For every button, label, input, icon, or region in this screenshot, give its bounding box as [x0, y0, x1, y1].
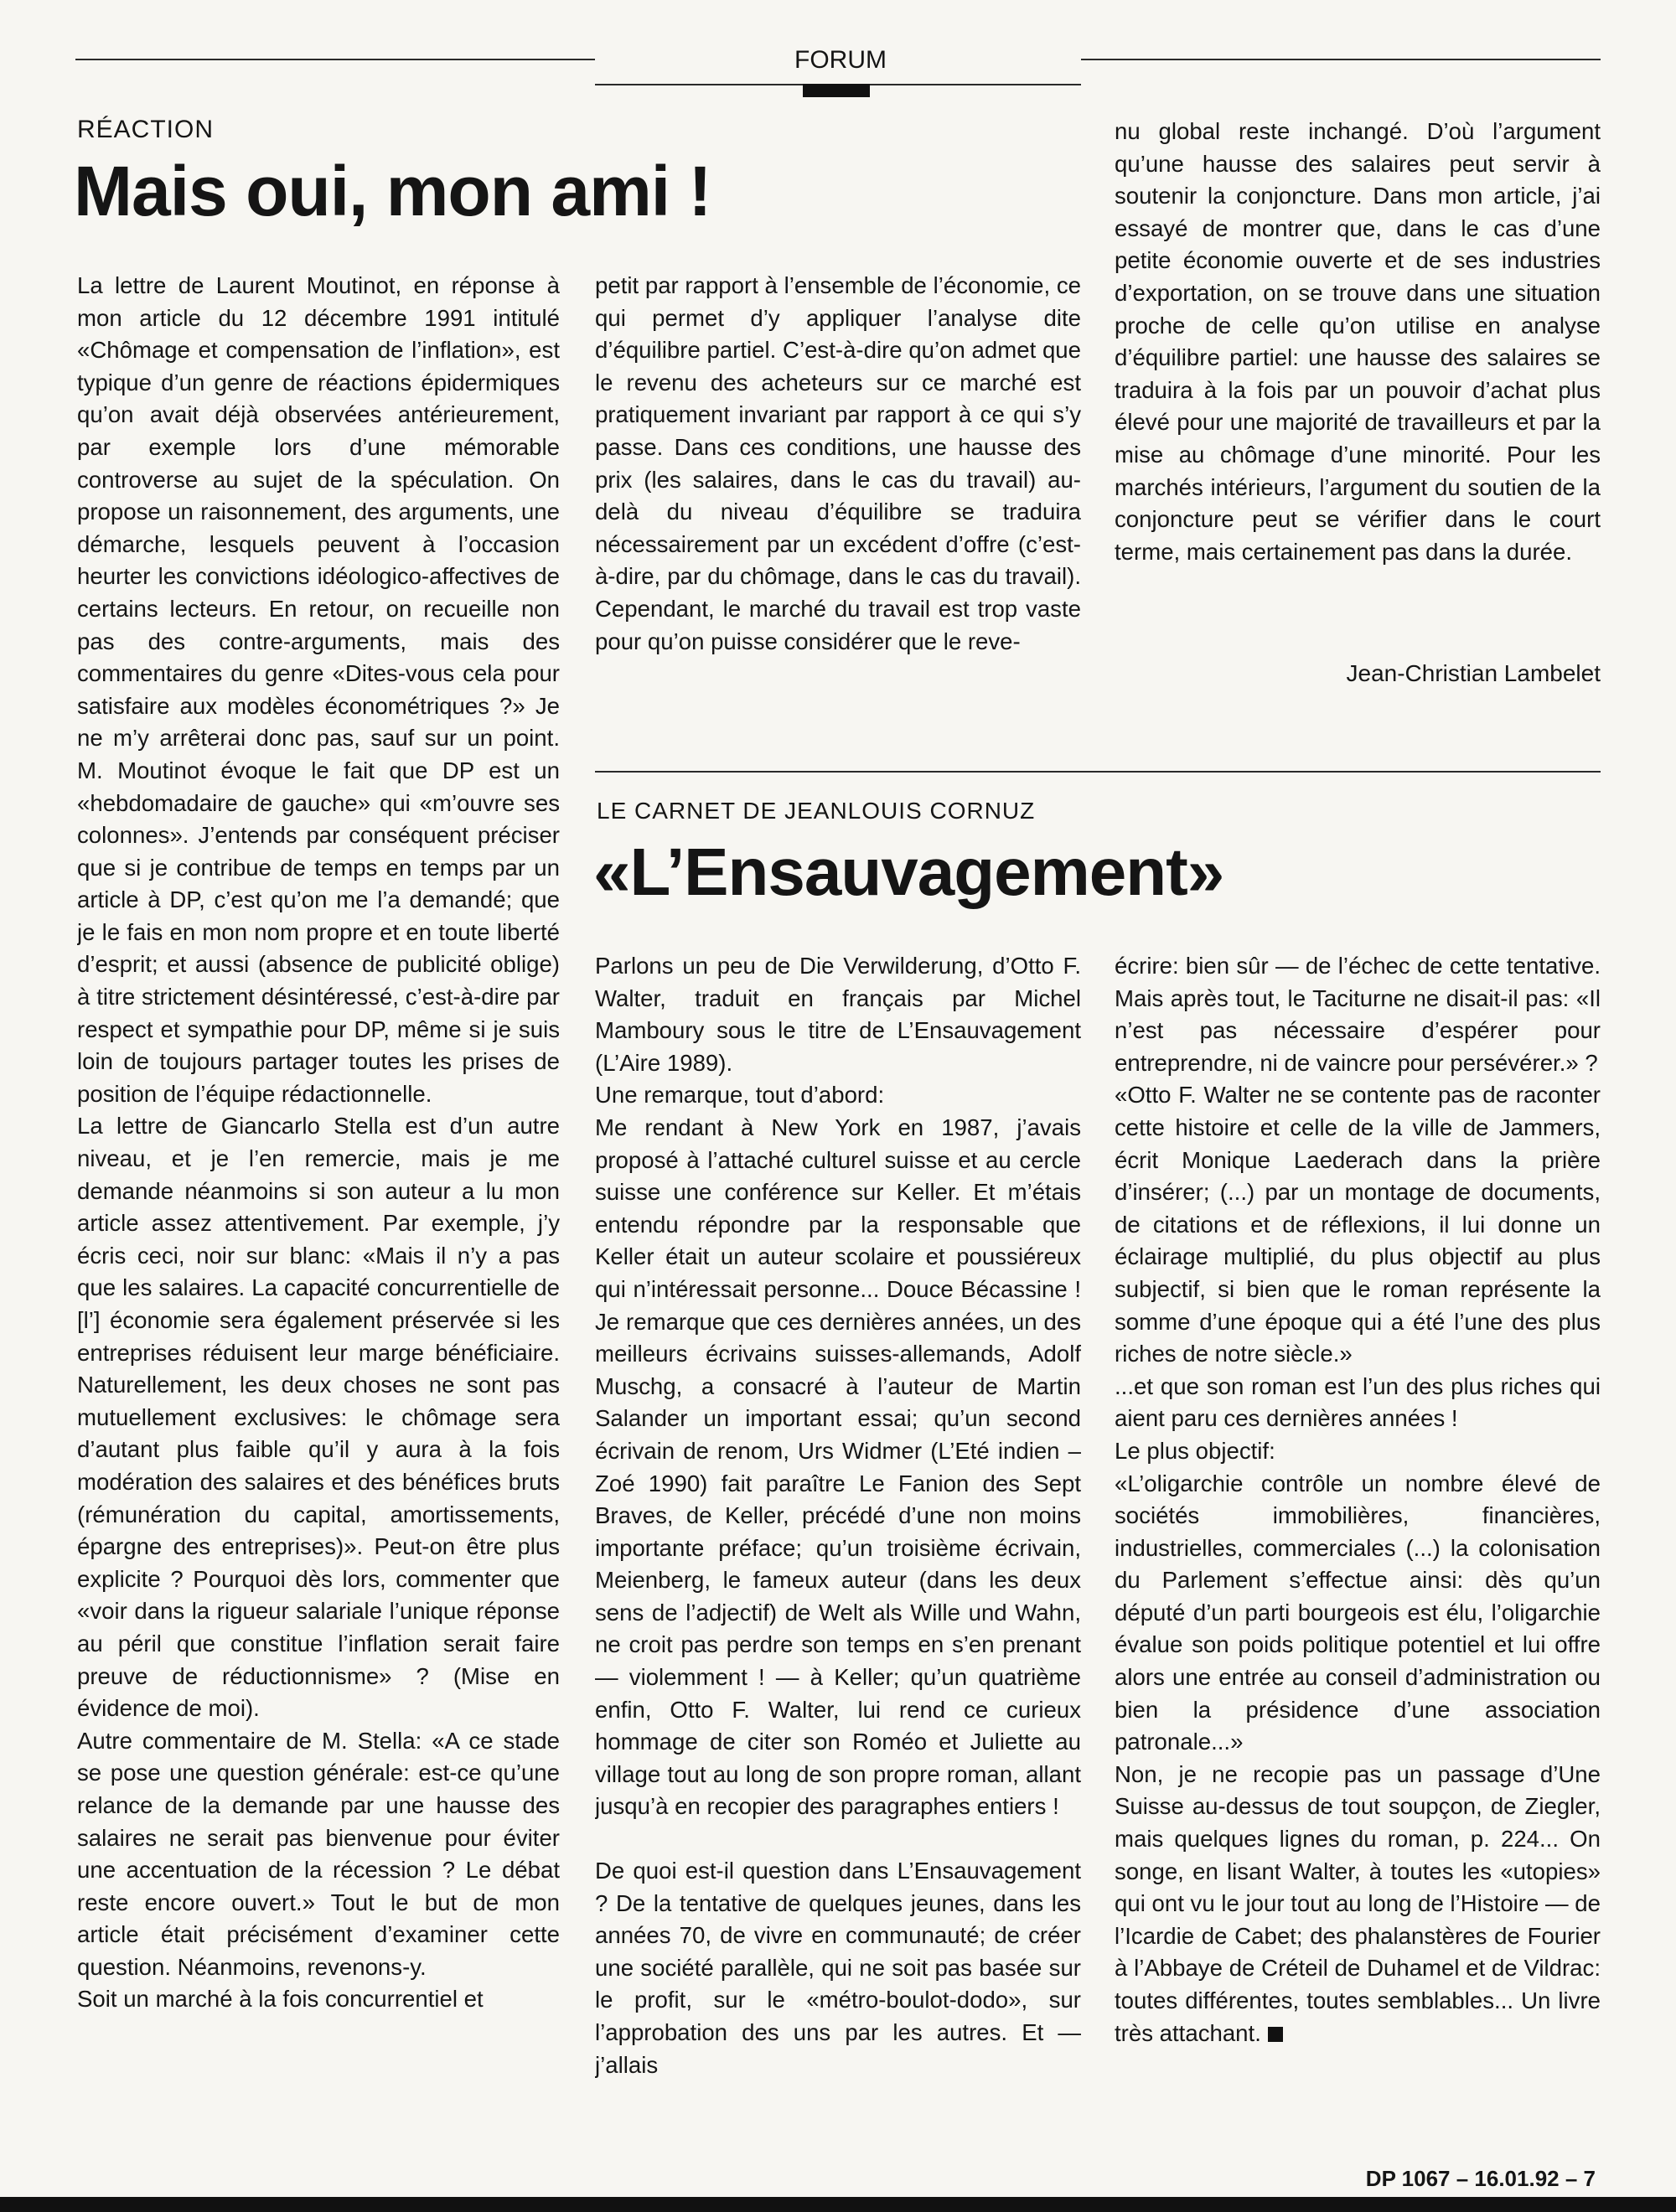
- article2-paragraph: Non, je ne recopie pas un passage d’Une Suisse au-dessus de tout soupçon, de Ziegler, mais quelques lignes du roman, p. 224... On songe, en lisant Walter, à toutes les «utopies» qui ont vu le jour tout au long de l’Histoire — de l’Icardie de Cabet; des phalanstères de Fourier à l’Abbaye de Créteil de Duhamel et de Vildrac: toutes différentes, toutes semblables... Un livre très attachant.: [1115, 1760, 1601, 2046]
- article1-paragraph: La lettre de Giancarlo Stella est d’un autre niveau, et je l’en remercie, mais je me demande néanmoins si son auteur a lu mon article assez attentivement. Par exemple, j’y écris ceci, noir sur blanc: «Mais il n’y a pas que les salaires. La capacité concurrentielle de [l’] économie sera également préservée si les entreprises réduisent leur marge bénéficiaire. Naturellement, les deux choses ne sont pas mutuellement exclusives: le chômage sera d’autant plus faible qu’il y aura à la fois modération des salaires et des bénéfices bruts (rémunération du capital, amortissements, épargne des entreprises)». Peut-on être plus explicite ? Pourquoi dès lors, commenter que «voir dans la rigueur salariale l’unique réponse au péril que constitue l’inflation serait faire preuve de réductionnisme» ? (Mise en évidence de moi).: [77, 1113, 560, 1722]
- article1-column-1: [77, 270, 560, 2138]
- article1-author: Jean-Christian Lambelet: [1346, 660, 1601, 686]
- article2-paragraph: ...et que son roman est l’un des plus riches qui aient paru ces dernières années !: [1115, 1372, 1601, 1432]
- header-rule-left: [75, 59, 595, 60]
- article2-paragraph: Une remarque, tout d’abord:: [595, 1082, 885, 1109]
- article2-paragraph: «Otto F. Walter ne se contente pas de raconter cette histoire et celle de la ville de Jammers, écrit Monique Laederach dans la prière d’insérer; (...) par un montage de documents, de citations et de réflexions, il lui donne un éclairage multiplié, du plus objectif au plus subjectif, si bien que le roman représente la somme d’une époque qui a été l’une des plus riches de notre siècle.»: [1115, 1082, 1601, 1367]
- section-header: FORUM: [794, 46, 887, 74]
- article1-paragraph: Autre commentaire de M. Stella: «A ce stade se pose une question générale: est-ce qu’une relance de la demande par une hausse des salaires ne serait pas bienvenue pour éviter une accentuation de la récession ? Le débat reste encore ouvert.» Tout le but de mon article était précisément d’examiner cette question. Néanmoins, revenons-y.: [77, 1727, 560, 1980]
- article2-paragraph: écrire: bien sûr — de l’échec de cette tentative. Mais après tout, le Taciturne ne disait-il pas: «Il n’est pas nécessaire d’espérer pour entreprendre, ni de vaincre pour persévérer.» ?: [1115, 953, 1601, 1076]
- end-of-article-square-icon: [1268, 2027, 1283, 2042]
- article2-top-rule: [595, 771, 1601, 773]
- article2-paragraph: «L’oligarchie contrôle un nombre élevé de sociétés immobilières, financières, industrielles, commerciales (...) la colonisation du Parlement s’effectue ainsi: dès qu’un député d’un parti bourgeois est élu, l’oligarchie évalue son poids politique potentiel et lui offre alors une entrée au conseil d’administration ou bien la présidence d’une association patronale...»: [1115, 1470, 1601, 1755]
- article2-paragraph: Parlons un peu de Die Verwilderung, d’Otto F. Walter, traduit en français par Michel Mamboury sous le titre de L’Ensauvagement (L’Aire 1989).: [595, 953, 1081, 1076]
- article1-paragraph: Soit un marché à la fois concurrentiel et: [77, 1986, 484, 2013]
- article1-paragraph: petit par rapport à l’ensemble de l’économie, ce qui permet d’y appliquer l’analyse dite d’équilibre partiel. C’est-à-dire qu’on admet que le revenu des acheteurs sur ce marché est pratiquement invariant par rapport à ce qui s’y passe. Dans ces conditions, une hausse des prix (les salaires, dans le cas du travail) au-delà du niveau d’équilibre se traduira nécessairement par un excédent d’offre (c’est-à-dire, par du chômage, dans le cas du travail). Cependant, le marché du travail est trop vaste pour qu’on puisse considérer que le reve-: [595, 272, 1081, 654]
- article2-paragraph: De quoi est-il question dans L’Ensauvagement ? De la tentative de quelques jeunes, dans les années 70, de vivre en communauté; de créer une société parallèle, qui ne soit pas basée sur le profit, sur le «métro-boulot-dodo», sur l’approbation des uns par les autres. Et — j’allais: [595, 1858, 1081, 2078]
- article2-last-paragraph: [1115, 1759, 1601, 2049]
- article1-title: Mais oui, mon ami !: [74, 152, 711, 230]
- article2-title: «L’Ensauvagement»: [593, 835, 1224, 909]
- article1-column-2: [595, 270, 1081, 705]
- article2-kicker: LE CARNET DE JEANLOUIS CORNUZ: [597, 798, 1036, 824]
- page-footer: DP 1067 – 16.01.92 – 7: [1365, 2166, 1596, 2191]
- article1-paragraph: La lettre de Laurent Moutinot, en réponse à mon article du 12 décembre 1991 intitulé «Chômage et compensation de l’inflation», est typique d’un genre de réactions épidermiques qu’on avait déjà observées antérieurement, par exemple lors d’une mémorable controverse au sujet de la spéculation. On propose un raisonnement, des arguments, une démarche, lesquels peuvent à l’occasion heurter les convictions idéologico-affectives de certains lecteurs. En retour, on recueille non pas des contre-arguments, mais des commentaires du genre «Dites-vous cela pour satisfaire aux modèles économétriques ?» Je ne m’y arrêterai donc pas, sauf sur un point. M. Moutinot évoque le fait que DP est un «hebdomadaire de gauche» qui «m’ouvre ses colonnes». J’entends par conséquent préciser que si je contribue de temps en temps par un article à DP, c’est qu’on me l’a demandé; que je le fais en mon nom propre et en toute liberté d’esprit; et aussi (absence de publicité oblige) à titre strictement désintéressé, c’est-à-dire par respect et sympathie pour DP, même si je suis loin de toujours partager toutes les prises de position de l’équipe rédactionnelle.: [77, 272, 560, 1107]
- article2-paragraph: Le plus objectif:: [1115, 1437, 1275, 1464]
- article1-kicker: RÉACTION: [77, 116, 215, 143]
- bottom-edge-bar: [0, 2197, 1676, 2212]
- article1-paragraph: nu global reste inchangé. D’où l’argument qu’une hausse des salaires peut servir à soutenir la conjoncture. Dans mon article, j’ai essayé de montrer que, dans le cas d’une petite économie ouverte et de ses industries d’exportation, on se trouve dans une situation proche de celle qu’on utilise en analyse d’équilibre partiel: une hausse des salaires se traduira à la fois par un pouvoir d’achat plus élevé pour une majorité de travailleurs et par la mise au chômage d’une minorité. Pour les marchés intérieurs, l’argument du soutien de la conjoncture peut se vérifier dans le court terme, mais certainement pas dans la durée.: [1115, 118, 1601, 565]
- section-tab-marker: [803, 84, 870, 97]
- article2-column-2: [1115, 950, 1601, 2140]
- article1-column-3: [1115, 116, 1601, 635]
- article2-column-1: [595, 950, 1081, 2140]
- article2-paragraph: Me rendant à New York en 1987, j’avais proposé à l’attaché culturel suisse et au cercle suisse une conférence sur Keller. Et m’étais entendu répondre par la responsable que Keller était un auteur scolaire et poussiéreux qui n’intéressait personne... Douce Bécassine ! Je remarque que ces dernières années, un des meilleurs écrivains suisses-allemands, Adolf Muschg, a consacré à l’auteur de Martin Salander un important essai; qu’un second écrivain de renom, Urs Widmer (L’Eté indien – Zoé 1990) fait paraître Le Fanion des Sept Braves, de Keller, précédé d’une non moins importante préface; qu’un troisième écrivain, Meienberg, le fameux auteur (dans les deux sens de l’adjectif) de Welt als Wille und Wahn, ne croit pas perdre son temps en s’en prenant — violemment ! — à Keller; qu’un quatrième enfin, Otto F. Walter, lui rend ce curieux hommage de citer son Roméo et Juliette au village tout au long de son propre roman, allant jusqu’à en recopier des paragraphes entiers !: [595, 1114, 1081, 1820]
- header-rule-right: [1081, 59, 1601, 60]
